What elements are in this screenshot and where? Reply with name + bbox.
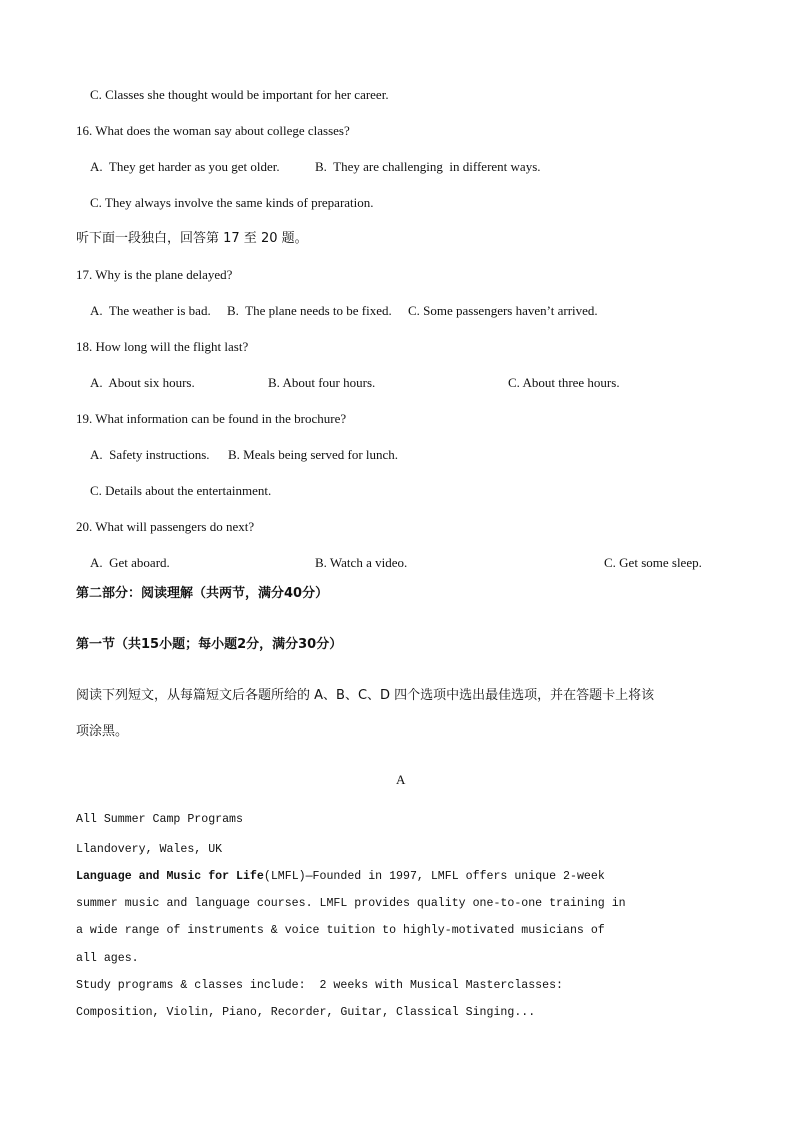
q18-option-c: C. About three hours. xyxy=(508,375,620,390)
q20-option-b: B. Watch a video. xyxy=(315,555,408,570)
monologue-instruction: 听下面一段独白，回答第 17 至 20 题。 xyxy=(76,231,308,246)
passage-line-3 xyxy=(76,869,605,885)
program-description: (LMFL)—Founded in 1997, LMFL offers unique 2-week xyxy=(263,870,605,883)
question-18: 18. How long will the flight last? xyxy=(76,339,249,354)
q19-option-a: A. Safety instructions. xyxy=(90,447,210,462)
passage-line-7: Study programs & classes include: 2 weeks with Musical Masterclasses: xyxy=(76,979,564,992)
q19-option-c: C. Details about the entertainment. xyxy=(90,483,272,498)
q16-option-b: B. They are challenging in different ways. xyxy=(315,159,541,174)
passage-line-5: a wide range of instruments & voice tuition to highly-motivated musicians of xyxy=(76,924,605,937)
passage-letter: A xyxy=(396,772,406,787)
q16-option-a: A. They get harder as you get older. xyxy=(90,159,280,174)
q17-option-b: B. The plane needs to be fixed. xyxy=(227,303,392,318)
section1-heading: 第一节（共15小题；每小题2分，满分30分） xyxy=(76,637,343,652)
question-19: 19. What information can be found in the brochure? xyxy=(76,411,347,426)
passage-line-4: summer music and language courses. LMFL provides quality one-to-one training in xyxy=(76,897,626,910)
q15-option-c: C. Classes she thought would be important for her career. xyxy=(90,87,389,102)
passage-line-2: Llandovery, Wales, UK xyxy=(76,843,223,856)
question-20: 20. What will passengers do next? xyxy=(76,519,255,534)
q17-option-c: C. Some passengers haven’t arrived. xyxy=(408,303,598,318)
passage-line-6: all ages. xyxy=(76,952,139,965)
q17-option-a: A. The weather is bad. xyxy=(90,303,211,318)
reading-instruction-line1: 阅读下列短文，从每篇短文后各题所给的 A、B、C、D 四个选项中选出最佳选项，并在答题卡上将该 xyxy=(76,688,655,703)
program-name: Language and Music for Life xyxy=(76,870,264,883)
passage-line-8: Composition, Violin, Piano, Recorder, Guitar, Classical Singing... xyxy=(76,1006,536,1019)
question-16: 16. What does the woman say about college classes? xyxy=(76,123,350,138)
q18-option-b: B. About four hours. xyxy=(268,375,376,390)
reading-instruction-line2: 项涂黑。 xyxy=(76,724,129,739)
question-17: 17. Why is the plane delayed? xyxy=(76,267,233,282)
q20-option-c: C. Get some sleep. xyxy=(604,555,702,570)
passage-line-1: All Summer Camp Programs xyxy=(76,813,243,826)
q18-option-a: A. About six hours. xyxy=(90,375,195,390)
q16-option-c: C. They always involve the same kinds of preparation. xyxy=(90,195,374,210)
q19-option-b: B. Meals being served for lunch. xyxy=(228,447,399,462)
part2-heading: 第二部分：阅读理解（共两节，满分40分） xyxy=(76,586,329,601)
q20-option-a: A. Get aboard. xyxy=(90,555,170,570)
